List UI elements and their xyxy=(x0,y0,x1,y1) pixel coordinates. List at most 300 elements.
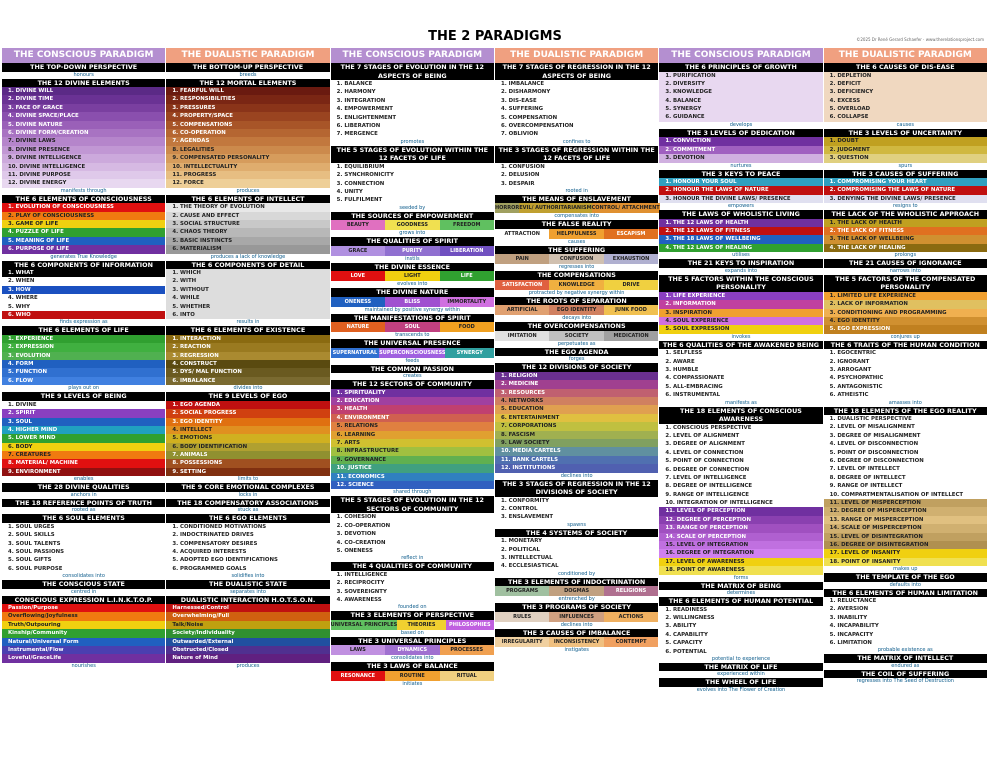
section-heading: THE 5 FACTORS OF THE COMPENSATED PERSONALITY xyxy=(824,275,987,292)
list-item: 3. QUESTION xyxy=(824,154,987,162)
triad-row xyxy=(495,586,658,596)
paradigm-header: THE CONSCIOUS PARADIGM xyxy=(2,48,165,63)
list-item: 6. GUIDANCE xyxy=(659,113,822,121)
section-heading: THE 21 KEYS TO INSPIRATION xyxy=(659,259,822,268)
list-item: 12. DIVINE ENERGY xyxy=(2,179,165,187)
section-heading: THE 6 EGO ELEMENTS xyxy=(166,514,329,523)
list-item: 3. DEGREE OF ALIGNMENT xyxy=(659,440,822,448)
list-item: 6. WHO xyxy=(2,311,165,319)
triad-cell: RESONANCE xyxy=(331,671,385,681)
list-item: 1. IMBALANCE xyxy=(495,80,658,88)
connector-caption: regresses into xyxy=(559,264,595,271)
section-heading: THE EGO AGENDA xyxy=(495,348,658,357)
connector-caption: evolves into The Flower of Creation xyxy=(696,686,786,693)
column-3 xyxy=(331,48,495,762)
list-item: 4. CO-CREATION xyxy=(331,539,494,547)
list-item: 1. LIMITED LIFE EXPERIENCE xyxy=(824,292,987,300)
triad-cell: SUPERCONSCIOUSNESS xyxy=(379,349,446,356)
connector-caption: narrows into xyxy=(889,267,921,274)
list-item: 14. SCALE OF MISPERCEPTION xyxy=(824,524,987,532)
connector-caption: forges xyxy=(568,356,585,363)
list-item: 4. BALANCE xyxy=(659,97,822,105)
connector-caption: stuck as xyxy=(237,507,259,514)
list-item: 5. INCAPACITY xyxy=(824,631,987,639)
triad-cell: CONTEMPT xyxy=(604,637,658,647)
list-item: 3. DEVOTION xyxy=(331,530,494,538)
triad-cell: INFLUENCES xyxy=(549,612,603,622)
list-item: 5. COMPENSATION xyxy=(495,114,658,122)
list-item: 5. DIVINE NATURE xyxy=(2,121,165,129)
list-item: 2. CO-OPERATION xyxy=(331,522,494,530)
section-heading: THE 6 ELEMENTS OF CONSCIOUSNESS xyxy=(2,195,165,204)
section-heading: THE 6 PRINCIPLES OF GROWTH xyxy=(659,63,822,72)
list-item: 1. DUALISTIC PERSPECTIVE xyxy=(824,415,987,423)
list-item: Natural/Universal Form xyxy=(2,638,165,646)
section-heading: THE 5 FACTORS WITHIN THE CONSCIOUS PERSONALITY xyxy=(659,275,822,292)
list-item: 1. LIFE EXPERIENCE xyxy=(659,292,822,300)
list-item: 4. PSYCHOPATHIC xyxy=(824,374,987,382)
list-item: 4. LEVEL OF DISCONNECTION xyxy=(824,440,987,448)
triad-cell: ATTRACTION xyxy=(495,229,549,239)
list-item: 11. BANK CARTELS xyxy=(495,456,658,464)
list-item: 2. MEDICINE xyxy=(495,380,658,388)
connector-caption: nurtures xyxy=(730,162,752,169)
triad-row xyxy=(495,280,658,290)
list-item: 3. SOCIAL STRUCTURE xyxy=(166,220,329,228)
list-item: 9. COMPENSATED PERSONALITY xyxy=(166,154,329,162)
list-item: Outwarded/External xyxy=(166,638,329,646)
connector-caption: confines to xyxy=(562,138,591,145)
section-heading: THE TOP-DOWN PERSPECTIVE xyxy=(2,63,165,72)
list-item: 11. PROGRESS xyxy=(166,171,329,179)
connector-caption: solidifies into xyxy=(231,573,265,580)
section-heading: THE 18 REFERENCE POINTS OF TRUTH xyxy=(2,499,165,508)
triad-cell: GRACE xyxy=(331,246,385,256)
connector-caption: expands into xyxy=(724,267,758,274)
section-heading: THE TEMPLATE OF THE EGO xyxy=(824,573,987,582)
list-item: 4. ECCLESIASTICAL xyxy=(495,562,658,570)
triad-cell: DOGMAS xyxy=(549,586,603,596)
list-item: 2. POLITICAL xyxy=(495,546,658,554)
list-item: 2. THE LACK OF FITNESS xyxy=(824,227,987,235)
list-item: 13. RANGE OF PERCEPTION xyxy=(659,524,822,532)
list-item: 6. DEGREE OF DISCONNECTION xyxy=(824,457,987,465)
list-item: 2. COMMITMENT xyxy=(659,146,822,154)
list-item: 5. ONENESS xyxy=(331,547,494,555)
section-heading: CONSCIOUS EXPRESSION L.I.N.K.T.O.P. xyxy=(2,596,165,605)
section-heading: THE 12 SECTORS OF COMMUNITY xyxy=(331,380,494,389)
list-item: 3. REGRESSION xyxy=(166,352,329,360)
list-item: 1. EVOLUTION OF CONSCIOUSNESS xyxy=(2,203,165,211)
list-item: 4. DIVINE SPACE/PLACE xyxy=(2,112,165,120)
triad-cell: LIGHT xyxy=(385,271,439,281)
triad-cell: RULES xyxy=(495,612,549,622)
triad-cell: SATISFACTION xyxy=(495,280,549,290)
connector-caption: regresses into The Seed of Destruction xyxy=(856,678,954,685)
list-item: 5. MEANING OF LIFE xyxy=(2,237,165,245)
list-item: 12. FORCE xyxy=(166,179,329,187)
section-heading: THE SUFFERING xyxy=(495,246,658,255)
section-heading: THE 3 ELEMENTS OF PERSPECTIVE xyxy=(331,611,494,620)
list-item: 8. FASCISM xyxy=(495,431,658,439)
list-item: 17. LEVEL OF AWARENESS xyxy=(659,558,822,566)
list-item: 1. THE THEORY OF EVOLUTION xyxy=(166,203,329,211)
section-heading: THE 6 ELEMENTS OF EXISTENCE xyxy=(166,326,329,335)
list-item: 4. EMPOWERMENT xyxy=(331,105,494,113)
list-item: 1. EXPERIENCE xyxy=(2,335,165,343)
triad-cell: IRREGULARITY xyxy=(495,637,549,647)
list-item: 5. WHETHER xyxy=(166,303,329,311)
triad-row xyxy=(495,331,658,341)
list-item: 5. EMOTIONS xyxy=(166,434,329,442)
list-item: 3. SOUL TALENTS xyxy=(2,540,165,548)
list-item: 11. LEVEL OF MISPERCEPTION xyxy=(824,499,987,507)
list-item: 2. INDOCTRINATED DRIVES xyxy=(166,531,329,539)
section-heading: THE 18 ELEMENTS OF THE EGO REALITY xyxy=(824,407,987,416)
list-item: 4. ENVIRONMENT xyxy=(331,414,494,422)
connector-caption: produces xyxy=(236,662,260,669)
connector-caption: reflect in xyxy=(401,555,424,562)
triad-cell: UNIVERSAL PRINCIPLES xyxy=(330,621,398,628)
list-item: 3. CONDITIONING AND PROGRAMMING xyxy=(824,309,987,317)
connector-caption: finds expression as xyxy=(59,319,108,326)
list-item: 5. OVERLOAD xyxy=(824,105,987,113)
list-item: 3. EGO IDENTITY xyxy=(166,418,329,426)
triad-cell: IMITATION xyxy=(495,331,549,341)
section-heading: THE 3 CAUSES OF IMBALANCE xyxy=(495,629,658,638)
list-item: Overflowing/Joyfulness xyxy=(2,612,165,620)
paradigm-header: THE DUALISTIC PARADIGM xyxy=(166,48,329,63)
list-item: 3. ARROGANT xyxy=(824,366,987,374)
section-heading: THE 6 SOUL ELEMENTS xyxy=(2,514,165,523)
list-item: 7. LEVEL OF INTELLIGENCE xyxy=(659,474,822,482)
column-6 xyxy=(824,48,988,762)
connector-caption: invokes xyxy=(731,333,751,340)
list-item: 5. CAPACITY xyxy=(659,639,822,647)
list-item: 3. INTELLECTUAL xyxy=(495,554,658,562)
triad-row xyxy=(331,220,494,230)
list-item: 3. KNOWLEDGE xyxy=(659,88,822,96)
list-item: 2. HARMONY xyxy=(331,88,494,96)
connector-caption: defaults into xyxy=(889,581,921,588)
list-item: 9. LAW SOCIETY xyxy=(495,439,658,447)
connector-caption: determines xyxy=(726,590,756,597)
section-heading: THE LAWS OF WHOLISTIC LIVING xyxy=(659,210,822,219)
triad-cell: EVIL/ AUTHORITARIANISM xyxy=(519,205,592,212)
triad-row xyxy=(331,246,494,256)
section-heading: THE 21 CAUSES OF IGNORANCE xyxy=(824,259,987,268)
connector-caption: enables xyxy=(73,476,94,483)
list-item: 9. ENVIRONMENT xyxy=(2,468,165,476)
list-item: 15. LEVEL OF INTEGRATION xyxy=(659,541,822,549)
connector-caption: probable existence as xyxy=(877,647,933,654)
list-item: 7. MERGENCE xyxy=(331,130,494,138)
connector-caption: resigns to xyxy=(893,203,918,210)
list-item: 6. BODY IDENTIFICATION xyxy=(166,443,329,451)
list-item: 4. LEVEL OF CONNECTION xyxy=(659,449,822,457)
triad-cell: DYNAMICS xyxy=(385,645,439,655)
list-item: 3. DEVOTION xyxy=(659,154,822,162)
list-item: 7. OBLIVION xyxy=(495,130,658,138)
list-item: Nature of Mind xyxy=(166,654,329,662)
connector-caption: evolves into xyxy=(397,281,428,288)
list-item: 2. WILLINGNESS xyxy=(659,614,822,622)
list-item: 2. CAUSE AND EFFECT xyxy=(166,212,329,220)
list-item: 4. SOUL EXPERIENCE xyxy=(659,317,822,325)
list-item: 1. CONVICTION xyxy=(659,137,822,145)
list-item: 1. INTERACTION xyxy=(166,335,329,343)
list-item: 8. LEGALITIES xyxy=(166,146,329,154)
list-item: 8. INFRASTRUCTURE xyxy=(331,447,494,455)
triad-cell: JUNK FOOD xyxy=(604,305,658,315)
list-item: 1. RELUCTANCE xyxy=(824,597,987,605)
section-heading: THE 5 STAGES OF EVOLUTION IN THE 12 SECTORS OF COMMUNITY xyxy=(331,496,494,513)
list-item: 8. DIVINE PRESENCE xyxy=(2,146,165,154)
list-item: 1. EQUILIBRIUM xyxy=(331,163,494,171)
list-item: 6. OVERCOMPENSATION xyxy=(495,122,658,130)
list-item: 1. DIVINE WILL xyxy=(2,87,165,95)
triad-cell: GOODNESS xyxy=(385,220,439,230)
section-heading: THE 3 KEYS TO PEACE xyxy=(659,170,822,179)
list-item: 1. DIVINE xyxy=(2,401,165,409)
list-item: 1. CONSCIOUS PERSPECTIVE xyxy=(659,424,822,432)
list-item: 8. DEGREE OF INTELLIGENCE xyxy=(659,482,822,490)
triad-cell: SUPERNATURAL xyxy=(332,349,378,356)
list-item: 3. SOUL xyxy=(2,418,165,426)
section-heading: THE BOTTOM-UP PERSPECTIVE xyxy=(166,63,329,72)
triad-row xyxy=(495,254,658,264)
list-item: 1. CONFUSION xyxy=(495,163,658,171)
list-item: 3. THE LACK OF WELLBEING xyxy=(824,235,987,243)
list-item: 10. INTEGRATION OF INTELLIGENCE xyxy=(659,499,822,507)
list-item: 10. MEDIA CARTELS xyxy=(495,447,658,455)
triad-cell: LIFE xyxy=(440,271,494,281)
section-heading: THE ROOTS OF SEPARATION xyxy=(495,297,658,306)
list-item: 5. COMPENSATIONS xyxy=(166,121,329,129)
connector-caption: develops xyxy=(729,121,753,128)
triad-row xyxy=(495,203,658,213)
list-item: 4. FORM xyxy=(2,360,165,368)
triad-cell: EGO IDENTITY xyxy=(549,305,603,315)
connector-caption: centred in xyxy=(71,588,97,595)
section-heading: THE 3 LAWS OF BALANCE xyxy=(331,662,494,671)
list-item: 3. WITHOUT xyxy=(166,286,329,294)
triad-row xyxy=(331,645,494,655)
section-heading: THE 6 ELEMENTS OF HUMAN POTENTIAL xyxy=(659,597,822,606)
connector-caption: consolidates into xyxy=(62,573,105,580)
triad-row xyxy=(331,322,494,332)
list-item: 1. RELIGION xyxy=(495,372,658,380)
connector-caption: grows into xyxy=(399,230,426,237)
list-item: 7. ARTS xyxy=(331,439,494,447)
list-item: 10. DIVINE INTELLIGENCE xyxy=(2,163,165,171)
list-item: 3. THE 18 LAWS OF WELLBEING xyxy=(659,235,822,243)
list-item: 7. CREATURES xyxy=(2,451,165,459)
list-item: 5. ALL-EMBRACING xyxy=(659,383,822,391)
list-item: 4. EXCESS xyxy=(824,97,987,105)
list-item: 5. ADOPTED EGO IDENTIFICATIONS xyxy=(166,556,329,564)
list-item: 5. WHY xyxy=(2,303,165,311)
section-heading: THE MEANS OF ENSLAVEMENT xyxy=(495,195,658,204)
list-item: 11. LEVEL OF PERCEPTION xyxy=(659,507,822,515)
list-item: 5. EGO EXPRESSION xyxy=(824,325,987,333)
list-item: 15. LEVEL OF DISINTEGRATION xyxy=(824,533,987,541)
connector-caption: anchors in xyxy=(70,491,97,498)
column-2 xyxy=(166,48,330,762)
connector-caption: manifests through xyxy=(60,187,107,194)
section-heading: THE 3 LEVELS OF UNCERTAINTY xyxy=(824,129,987,138)
section-heading: THE 7 STAGES OF EVOLUTION IN THE 12 ASPECTS OF BEING xyxy=(331,63,494,80)
list-item: 1. INTELLIGENCE xyxy=(331,571,494,579)
list-item: 4. INTELLECT xyxy=(166,426,329,434)
list-item: 9. DIVINE INTELLIGENCE xyxy=(2,154,165,162)
section-heading: THE 3 STAGES OF REGRESSION IN THE 12 DIVISIONS OF SOCIETY xyxy=(495,480,658,497)
triad-cell: ONENESS xyxy=(331,297,385,307)
list-item: 1. SPIRITUALITY xyxy=(331,389,494,397)
column-1 xyxy=(2,48,166,762)
list-item: Kinship/Community xyxy=(2,629,165,637)
list-item: 1. WHICH xyxy=(166,269,329,277)
list-item: 1. SELFLESS xyxy=(659,349,822,357)
triad-cell: LOVE xyxy=(331,271,385,281)
list-item: 5. ENLIGHTENMENT xyxy=(331,114,494,122)
list-item: 1. READINESS xyxy=(659,606,822,614)
list-item: 8. MATERIAL/ MACHINE xyxy=(2,459,165,467)
list-item: 2. SOCIAL PROGRESS xyxy=(166,409,329,417)
connector-caption: separates into xyxy=(230,588,266,595)
list-item: 18. POINT OF INSANITY xyxy=(824,558,987,566)
section-heading: THE 5 STAGES OF EVOLUTION WITHIN THE 12 FACETS OF LIFE xyxy=(331,146,494,163)
list-item: 6. PROGRAMMED GOALS xyxy=(166,565,329,573)
list-item: 5. FULFILMENT xyxy=(331,196,494,204)
list-item: 6. LIMITATION xyxy=(824,639,987,647)
list-item: 2. EXPRESSION xyxy=(2,343,165,351)
list-item: 12. INSTITUTIONS xyxy=(495,464,658,472)
connector-caption: entrenched by xyxy=(558,596,595,603)
section-heading: THE MATRIX OF BEING xyxy=(659,582,822,591)
list-item: 5. DYS/ MAL FUNCTION xyxy=(166,368,329,376)
list-item: 2. WITH xyxy=(166,277,329,285)
list-item: 2. LEVEL OF MISALIGNMENT xyxy=(824,423,987,431)
section-heading: THE 4 SYSTEMS OF SOCIETY xyxy=(495,529,658,538)
connector-caption: shared through xyxy=(393,489,432,496)
list-item: 3. HOW xyxy=(2,286,165,294)
list-item: 2. AWARE xyxy=(659,358,822,366)
section-heading: THE 7 STAGES OF REGRESSION IN THE 12 ASPECTS OF BEING xyxy=(495,63,658,80)
section-heading: THE 18 ELEMENTS OF CONSCIOUS AWARENESS xyxy=(659,407,822,424)
triad-row xyxy=(331,671,494,681)
list-item: 2. AVERSION xyxy=(824,605,987,613)
paradigm-header: THE CONSCIOUS PARADIGM xyxy=(331,48,494,63)
connector-caption: plays out on xyxy=(68,385,100,392)
list-item: 5. POINT OF CONNECTION xyxy=(659,457,822,465)
list-item: 5. EDUCATION xyxy=(495,405,658,413)
triad-row xyxy=(495,229,658,239)
connector-caption: produces xyxy=(236,187,260,194)
list-item: 2. JUDGMENT xyxy=(824,146,987,154)
connector-caption: limits to xyxy=(237,476,259,483)
connector-caption: forms xyxy=(733,574,749,581)
list-item: 5. SYNERGY xyxy=(659,105,822,113)
list-item: 10. JUSTICE xyxy=(331,464,494,472)
section-heading: THE 18 COMPENSATORY ASSOCIATIONS xyxy=(166,499,329,508)
list-item: 3. ENSLAVEMENT xyxy=(495,513,658,521)
section-heading: THE FALSE REALITY xyxy=(495,220,658,229)
list-item: 14. SCALE OF PERCEPTION xyxy=(659,533,822,541)
list-item: 3. DEGREE OF MISALIGNMENT xyxy=(824,432,987,440)
list-item: 2. LACK OF INFORMATION xyxy=(824,300,987,308)
list-item: Overwhelming/Full xyxy=(166,612,329,620)
connector-caption: experienced within xyxy=(717,671,765,678)
list-item: 6. BODY xyxy=(2,443,165,451)
list-item: 4. SUFFERING xyxy=(495,105,658,113)
connector-caption: decays into xyxy=(562,315,592,322)
list-item: 2. SOUL SKILLS xyxy=(2,531,165,539)
section-heading: THE QUALITIES OF SPIRIT xyxy=(331,237,494,246)
list-item: 9. GOVERNANCE xyxy=(331,456,494,464)
section-heading: THE LACK OF THE WHOLISTIC APPROACH xyxy=(824,210,987,219)
list-item: 3. INTEGRATION xyxy=(331,97,494,105)
list-item: 4. AWARENESS xyxy=(331,596,494,604)
list-item: 4. CAPABILITY xyxy=(659,631,822,639)
section-heading: THE MATRIX OF LIFE xyxy=(659,663,822,672)
list-item: 4. WHERE xyxy=(2,294,165,302)
list-item: 4. COMPASSIONATE xyxy=(659,374,822,382)
connector-caption: maintained by positive synergy within xyxy=(364,306,461,313)
section-heading: THE OVERCOMPENSATIONS xyxy=(495,322,658,331)
list-item: 2. SYNCHRONICITY xyxy=(331,171,494,179)
triad-cell: THEORIES xyxy=(397,620,445,630)
section-heading: THE 6 ELEMENTS OF INTELLECT xyxy=(166,195,329,204)
triad-cell: ESCAPISM xyxy=(604,229,658,239)
copyright-text: ©2025 Dr René Gerard Schaefer · www.therelationsproject.com xyxy=(856,37,984,42)
list-item: 2. DIVERSITY xyxy=(659,80,822,88)
connector-caption: breeds xyxy=(239,71,257,78)
connector-caption: declines into xyxy=(560,621,593,628)
connector-caption: consolidates into xyxy=(391,655,434,662)
triad-cell: MEDICATION xyxy=(604,331,658,341)
list-item: 6. ENTERTAINMENT xyxy=(495,414,658,422)
list-item: 2. DEFICIT xyxy=(824,80,987,88)
section-heading: THE WHEEL OF LIFE xyxy=(659,678,822,687)
connector-caption: honours xyxy=(73,71,94,78)
list-item: 5. SOUL EXPRESSION xyxy=(659,325,822,333)
list-item: 18. POINT OF AWARENESS xyxy=(659,566,822,574)
list-item: 16. DEGREE OF INTEGRATION xyxy=(659,549,822,557)
connector-caption: instils xyxy=(405,255,420,262)
triad-cell: PAIN xyxy=(495,254,549,264)
connector-caption: manifests as xyxy=(725,399,757,406)
section-heading: THE 6 COMPONENTS OF DETAIL xyxy=(166,261,329,270)
list-item: 4. PROPERTY/SPACE xyxy=(166,112,329,120)
paradigm-header: THE DUALISTIC PARADIGM xyxy=(495,48,658,63)
list-item: 1. PURIFICATION xyxy=(659,72,822,80)
triad-row xyxy=(331,297,494,307)
list-item: 2. PLAY OF CONSCIOUSNESS xyxy=(2,212,165,220)
list-item: 2. CONTROL xyxy=(495,505,658,513)
list-item: 9. RANGE OF INTELLIGENCE xyxy=(659,491,822,499)
list-item: 2. RESPONSIBILITIES xyxy=(166,95,329,103)
list-item: 6. PURPOSE OF LIFE xyxy=(2,245,165,253)
list-item: 5. RELATIONS xyxy=(331,422,494,430)
list-item: 2. SPIRIT xyxy=(2,409,165,417)
triad-cell: IMMORTALITY xyxy=(440,297,494,307)
page-title: THE 2 PARADIGMS xyxy=(428,29,562,44)
connector-caption: initiates xyxy=(402,680,423,687)
section-heading: THE 6 TRAITS OF THE HUMAN CONDITION xyxy=(824,341,987,350)
list-item: 6. LIBERATION xyxy=(331,122,494,130)
list-item: 3. FACE OF GRACE xyxy=(2,104,165,112)
